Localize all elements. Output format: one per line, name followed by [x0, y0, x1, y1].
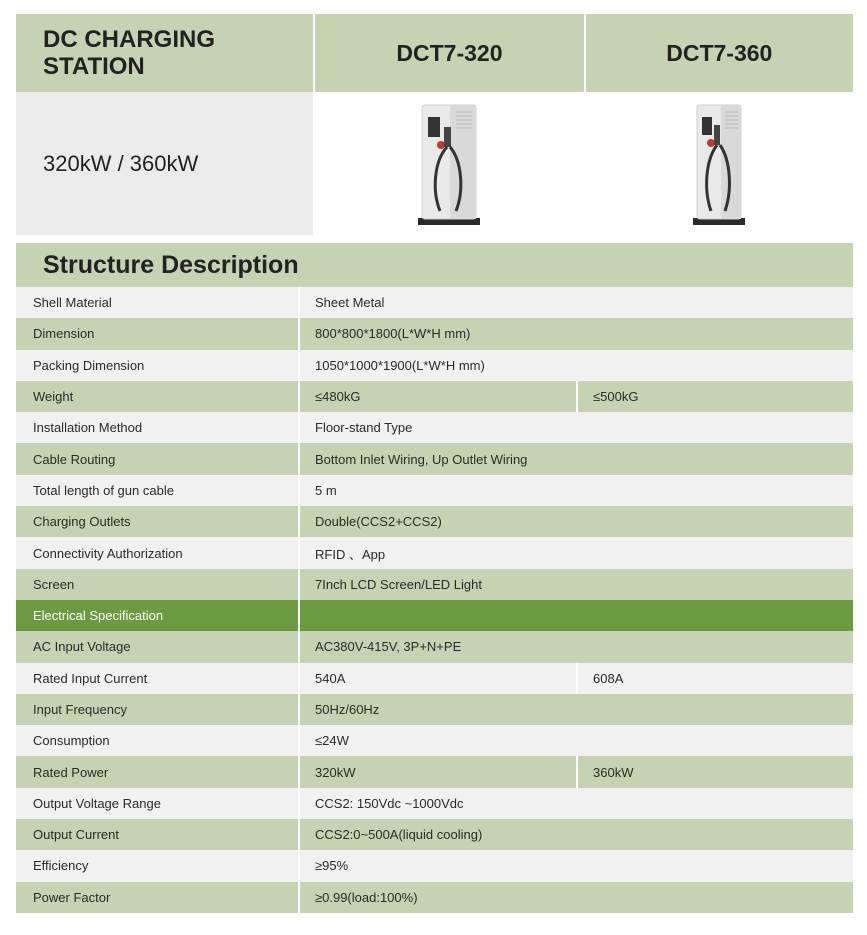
- row-label: Consumption: [16, 725, 298, 756]
- table-row: [16, 850, 853, 881]
- row-label: Rated Power: [16, 756, 298, 787]
- row-value: 7Inch LCD Screen/LED Light: [298, 569, 853, 600]
- title-line-2: STATION: [43, 53, 145, 80]
- table-row: [16, 506, 853, 537]
- row-value: CCS2:0~500A(liquid cooling): [298, 819, 853, 850]
- row-value: 320kW: [298, 756, 576, 787]
- model-b-heading: DCT7-360: [584, 14, 853, 92]
- row-value: Bottom Inlet Wiring, Up Outlet Wiring: [298, 443, 853, 474]
- title-line-1: DC CHARGING: [43, 26, 215, 53]
- charger-illustration-icon: [689, 101, 749, 226]
- charger-illustration-icon: [414, 101, 484, 226]
- table-row: [16, 882, 853, 913]
- row-label: Cable Routing: [16, 443, 298, 474]
- table-row: [16, 694, 853, 725]
- row-label: Efficiency: [16, 850, 298, 881]
- table-row: [16, 725, 853, 756]
- row-label: Output Current: [16, 819, 298, 850]
- row-value: [298, 600, 853, 631]
- table-row: [16, 537, 853, 568]
- image-row: [16, 92, 853, 235]
- charger-image-a: [313, 92, 583, 235]
- row-value: CCS2: 150Vdc ~1000Vdc: [298, 788, 853, 819]
- product-title: [16, 14, 313, 92]
- row-value-model-b: 608A: [576, 663, 853, 694]
- table-section-row: [16, 600, 853, 631]
- table-row: [16, 475, 853, 506]
- row-label: Input Frequency: [16, 694, 298, 725]
- section-title: Structure Description: [16, 243, 853, 287]
- table-row: [16, 569, 853, 600]
- row-value: RFID 、App: [298, 537, 853, 568]
- row-value: ≥0.99(load:100%): [298, 882, 853, 913]
- row-label: Dimension: [16, 318, 298, 349]
- table-row: [16, 631, 853, 662]
- row-value: 540A: [298, 663, 576, 694]
- row-value: AC380V-415V, 3P+N+PE: [298, 631, 853, 662]
- row-value: 1050*1000*1900(L*W*H mm): [298, 350, 853, 381]
- row-label: Shell Material: [16, 287, 298, 318]
- header-row: [16, 14, 853, 92]
- row-value: ≥95%: [298, 850, 853, 881]
- table-row: [16, 788, 853, 819]
- power-range: 320kW / 360kW: [16, 92, 313, 235]
- row-label: Output Voltage Range: [16, 788, 298, 819]
- table-row: [16, 412, 853, 443]
- charger-image-b: [584, 92, 853, 235]
- table-row: [16, 350, 853, 381]
- table-row: [16, 287, 853, 318]
- table-row: [16, 443, 853, 474]
- row-label: Connectivity Authorization: [16, 537, 298, 568]
- table-row: [16, 318, 853, 349]
- row-label: Electrical Specification: [16, 600, 298, 631]
- row-label: Installation Method: [16, 412, 298, 443]
- table-row: [16, 663, 853, 694]
- row-value: 800*800*1800(L*W*H mm): [298, 318, 853, 349]
- row-label: AC Input Voltage: [16, 631, 298, 662]
- row-label: Weight: [16, 381, 298, 412]
- table-row: [16, 381, 853, 412]
- row-value: 5 m: [298, 475, 853, 506]
- table-row: [16, 819, 853, 850]
- row-value: Sheet Metal: [298, 287, 853, 318]
- row-label: Charging Outlets: [16, 506, 298, 537]
- row-label: Screen: [16, 569, 298, 600]
- row-value-model-b: 360kW: [576, 756, 853, 787]
- row-value: 50Hz/60Hz: [298, 694, 853, 725]
- model-a-heading: DCT7-320: [313, 14, 583, 92]
- row-value: Double(CCS2+CCS2): [298, 506, 853, 537]
- table-row: [16, 756, 853, 787]
- row-value-model-b: ≤500kG: [576, 381, 853, 412]
- row-value: Floor-stand Type: [298, 412, 853, 443]
- spec-table: [16, 287, 853, 913]
- row-label: Rated Input Current: [16, 663, 298, 694]
- row-value: ≤24W: [298, 725, 853, 756]
- row-value: ≤480kG: [298, 381, 576, 412]
- row-label: Total length of gun cable: [16, 475, 298, 506]
- row-label: Packing Dimension: [16, 350, 298, 381]
- spec-sheet: [16, 14, 853, 913]
- row-label: Power Factor: [16, 882, 298, 913]
